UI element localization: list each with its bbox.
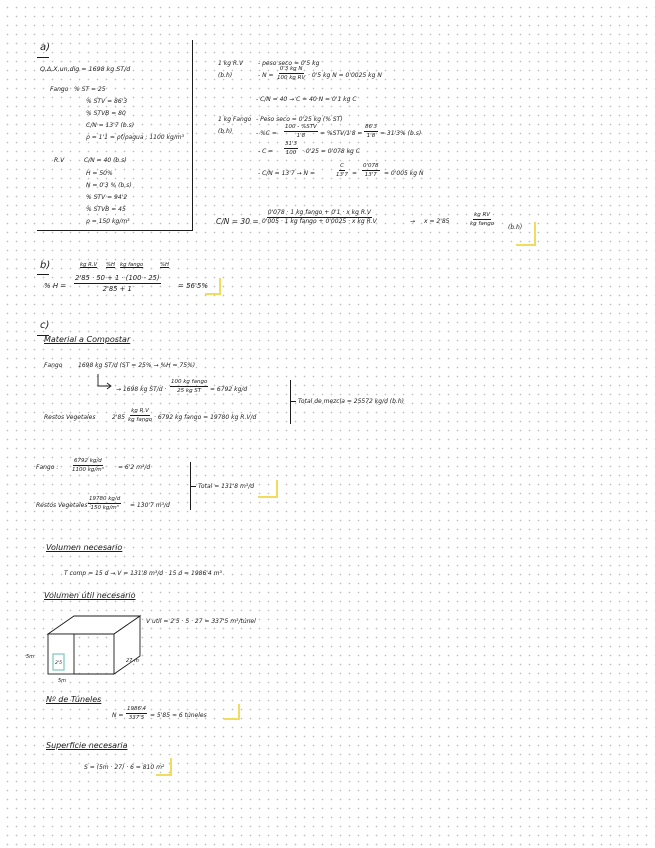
frac-num: 86'3 xyxy=(365,124,378,130)
annot: kg fango xyxy=(120,262,144,268)
g1-fraction xyxy=(277,66,305,81)
g1-frac-den: 100 kg RV xyxy=(277,75,306,81)
g1-line: - C/N = 40 → C = 40·N = 0'1 kg C xyxy=(256,96,357,103)
fango-prop: C/N = 13'7 (b.s) xyxy=(86,122,135,129)
frac-num: 31'3 xyxy=(285,141,298,147)
heading-num-tuneles: Nº de Túneles xyxy=(46,695,102,704)
g1-line: - peso seco = 0'5 kg xyxy=(258,60,320,67)
unit-num: kg RV xyxy=(474,212,491,218)
dim-width: 5m xyxy=(58,678,67,684)
g2-line: - C = xyxy=(258,148,274,155)
g2-fraction xyxy=(284,124,318,139)
section-c-label: c) xyxy=(40,320,50,331)
b-result: = 56'5% xyxy=(178,282,209,290)
g2-line: - %C = xyxy=(256,130,277,137)
frac-num: C xyxy=(340,163,344,169)
heading-material: Material a Compostar xyxy=(44,335,131,344)
rv-label: R.V xyxy=(54,157,65,164)
tunnel-sketch-icon xyxy=(36,610,146,682)
frac-den: 150 kg/m³ xyxy=(90,505,119,511)
heading-volumen-util: Volumen útil necesario xyxy=(44,591,136,600)
g2-line: = 0'005 kg N xyxy=(384,170,424,177)
brace-tick xyxy=(190,486,196,487)
frac-den: 1'8 xyxy=(296,133,306,139)
box-right-border xyxy=(192,40,193,230)
frac-den: kg fango xyxy=(128,417,153,423)
annot: %H xyxy=(160,262,170,268)
g1-line: · 0'5 kg N = 0'0025 kg N xyxy=(308,72,382,79)
g2-label: 1 kg Fango xyxy=(218,116,252,123)
fango-label: Fango xyxy=(50,86,69,93)
cn-eq-basis: (b.h) xyxy=(508,224,523,231)
section-a-label: a) xyxy=(40,42,51,53)
cn-eq-fraction xyxy=(262,210,377,225)
rv-prop: ρ = 150 kg/m³ xyxy=(86,218,130,225)
frac-num: 100 kg fango xyxy=(171,379,208,385)
frac-den: 13'7 xyxy=(364,172,377,178)
rv-prop: C/N = 40 (b.s) xyxy=(84,157,127,164)
rv-fraction xyxy=(128,408,152,423)
rv-factor: 2'85 xyxy=(112,414,126,421)
frac-den: 1'8 xyxy=(366,133,376,139)
cn-eq-arrow: → xyxy=(410,218,416,225)
fango-prop: % STV = 86'3 xyxy=(86,98,128,105)
unit-den: kg fango xyxy=(470,221,495,227)
g1-line: - N = xyxy=(258,72,274,79)
nt-fraction xyxy=(126,706,147,721)
frac-num: 6792 kg/d xyxy=(74,458,102,464)
answer-highlight xyxy=(258,480,278,498)
answer-highlight xyxy=(156,758,172,776)
vn-line: T comp = 15 d → V = 131'8 m³/d · 15 d = 1986'4 m³ xyxy=(64,570,222,577)
g2-fraction xyxy=(364,124,378,139)
frac-num: 19780 kg/d xyxy=(89,496,121,502)
g2-line: - Peso seco = 0'25 kg (% ST) xyxy=(256,116,343,123)
frac-den: 13'7 xyxy=(336,172,349,178)
g2-fraction xyxy=(284,141,298,156)
vol-fango-label: Fango : xyxy=(36,464,59,471)
frac-den: 100 xyxy=(285,150,297,156)
g1-label: 1 kg R.V xyxy=(218,60,244,67)
g2-line: = %STV/1'8 = xyxy=(320,130,363,137)
conversion-arrow-icon xyxy=(96,372,116,392)
rv-prop: % STV = 94'2 xyxy=(86,194,128,201)
conv-fraction xyxy=(170,379,208,394)
rv-prop: H = 50% xyxy=(86,170,113,177)
fango-label: Fango xyxy=(44,362,63,369)
b-num: 2'85 · 50 + 1 · (100 - 25) xyxy=(75,274,160,282)
cn-eq-result: x = 2'85 xyxy=(424,218,450,225)
cn-eq-num: 0'078 · 1 kg fango + 0'1 · x kg R.V xyxy=(267,209,372,216)
frac-num: kg R.V xyxy=(131,408,149,414)
fango-line: 1698 kg ST/d (ST = 25% → %H = 75%) xyxy=(78,362,196,369)
conv-line: → 1698 kg ST/d · xyxy=(116,386,167,393)
answer-highlight xyxy=(516,222,536,246)
g2-fraction xyxy=(362,163,380,178)
b-den: 2'85 + 1 xyxy=(102,285,132,293)
nt-lhs: N = xyxy=(112,712,124,719)
vol-fango-result: = 6'2 m³/d xyxy=(118,464,151,471)
brace xyxy=(290,380,291,424)
frac-num: 1986'4 xyxy=(127,706,147,712)
frac-den: 25 kg ST xyxy=(177,388,202,394)
heading-volumen-necesario: Volumen necesario xyxy=(46,543,123,552)
annot: %H xyxy=(106,262,116,268)
label-underline xyxy=(37,274,49,275)
g2-line: - C/N = 13'7 → N = xyxy=(258,170,315,177)
rv-line: · 6792 kg fango = 19780 kg R.V/d xyxy=(154,414,257,421)
vol-fango-fraction xyxy=(72,458,104,473)
sn-line: S = (5m · 27) · 6 = 810 m² xyxy=(84,764,165,771)
fango-prop: % STVB = 80 xyxy=(86,110,126,117)
vol-rv-label: Restos Vegetales : xyxy=(36,502,92,509)
vol-rv-fraction xyxy=(88,496,121,511)
cn-eq-lhs: C/N = 30 = xyxy=(216,217,259,226)
b-lhs: % H = xyxy=(44,282,67,290)
cn-eq-unit xyxy=(470,212,494,227)
g1-label: (b.h) xyxy=(218,72,233,79)
total-mass: Total de mezcla = 25572 kg/d (b.h) xyxy=(298,398,404,405)
g2-line: = 31'3% (b.s) xyxy=(380,130,422,137)
annot: kg R.V xyxy=(80,262,98,268)
eq-sign: = xyxy=(352,170,358,177)
brace-tick xyxy=(290,401,296,402)
frac-den: 337'5 xyxy=(128,715,145,721)
rv-label: Restos Vegetales xyxy=(44,414,96,421)
box-bottom-border xyxy=(37,230,193,231)
b-fraction xyxy=(74,274,161,293)
section-b-label: b) xyxy=(40,260,51,271)
dim-height: 5m xyxy=(26,654,35,660)
rv-prop: % STVB = 45 xyxy=(86,206,126,213)
g2-line: · 0'25 = 0'078 kg C xyxy=(302,148,360,155)
g1-frac-num: 0'3 kg N xyxy=(279,66,303,72)
dim-length: 27 m xyxy=(126,658,139,664)
label-underline xyxy=(37,57,49,58)
vol-total: Total = 131'8 m³/d xyxy=(198,483,255,490)
conv-result: = 6792 kg/d xyxy=(210,386,248,393)
rv-prop: N = 0'3 % (b.s) xyxy=(86,182,132,189)
frac-num: 100 - %STV xyxy=(285,124,317,130)
fango-prop: ρ = 1'1 = ρf/ρagua ; 1100 kg/m³ xyxy=(86,134,185,141)
vu-line: V util = 2'5 · 5 · 27 = 337'5 m³/túnel xyxy=(146,618,256,625)
fango-prop: % ST = 25 xyxy=(74,86,106,93)
frac-den: 1100 kg/m³ xyxy=(72,467,104,473)
g2-fraction xyxy=(336,163,348,178)
dim-inner: 2'5 xyxy=(55,661,63,666)
vol-rv-result: = 130'7 m³/d xyxy=(130,502,170,509)
answer-highlight xyxy=(205,278,221,295)
heading-superficie: Superficie necesaria xyxy=(46,741,128,750)
cn-eq-den: 0'005 · 1 kg fango + 0'0025 · x kg R.V xyxy=(262,218,377,225)
flow-rate: Q,Δ,X,un,dig = 1698 kg ST/d xyxy=(40,66,131,73)
frac-num: 0'078 xyxy=(363,163,379,169)
nt-result: = 5'85 ≈ 6 túneles xyxy=(150,712,207,719)
g2-label: (b.h) xyxy=(218,128,233,135)
answer-highlight xyxy=(224,704,240,720)
